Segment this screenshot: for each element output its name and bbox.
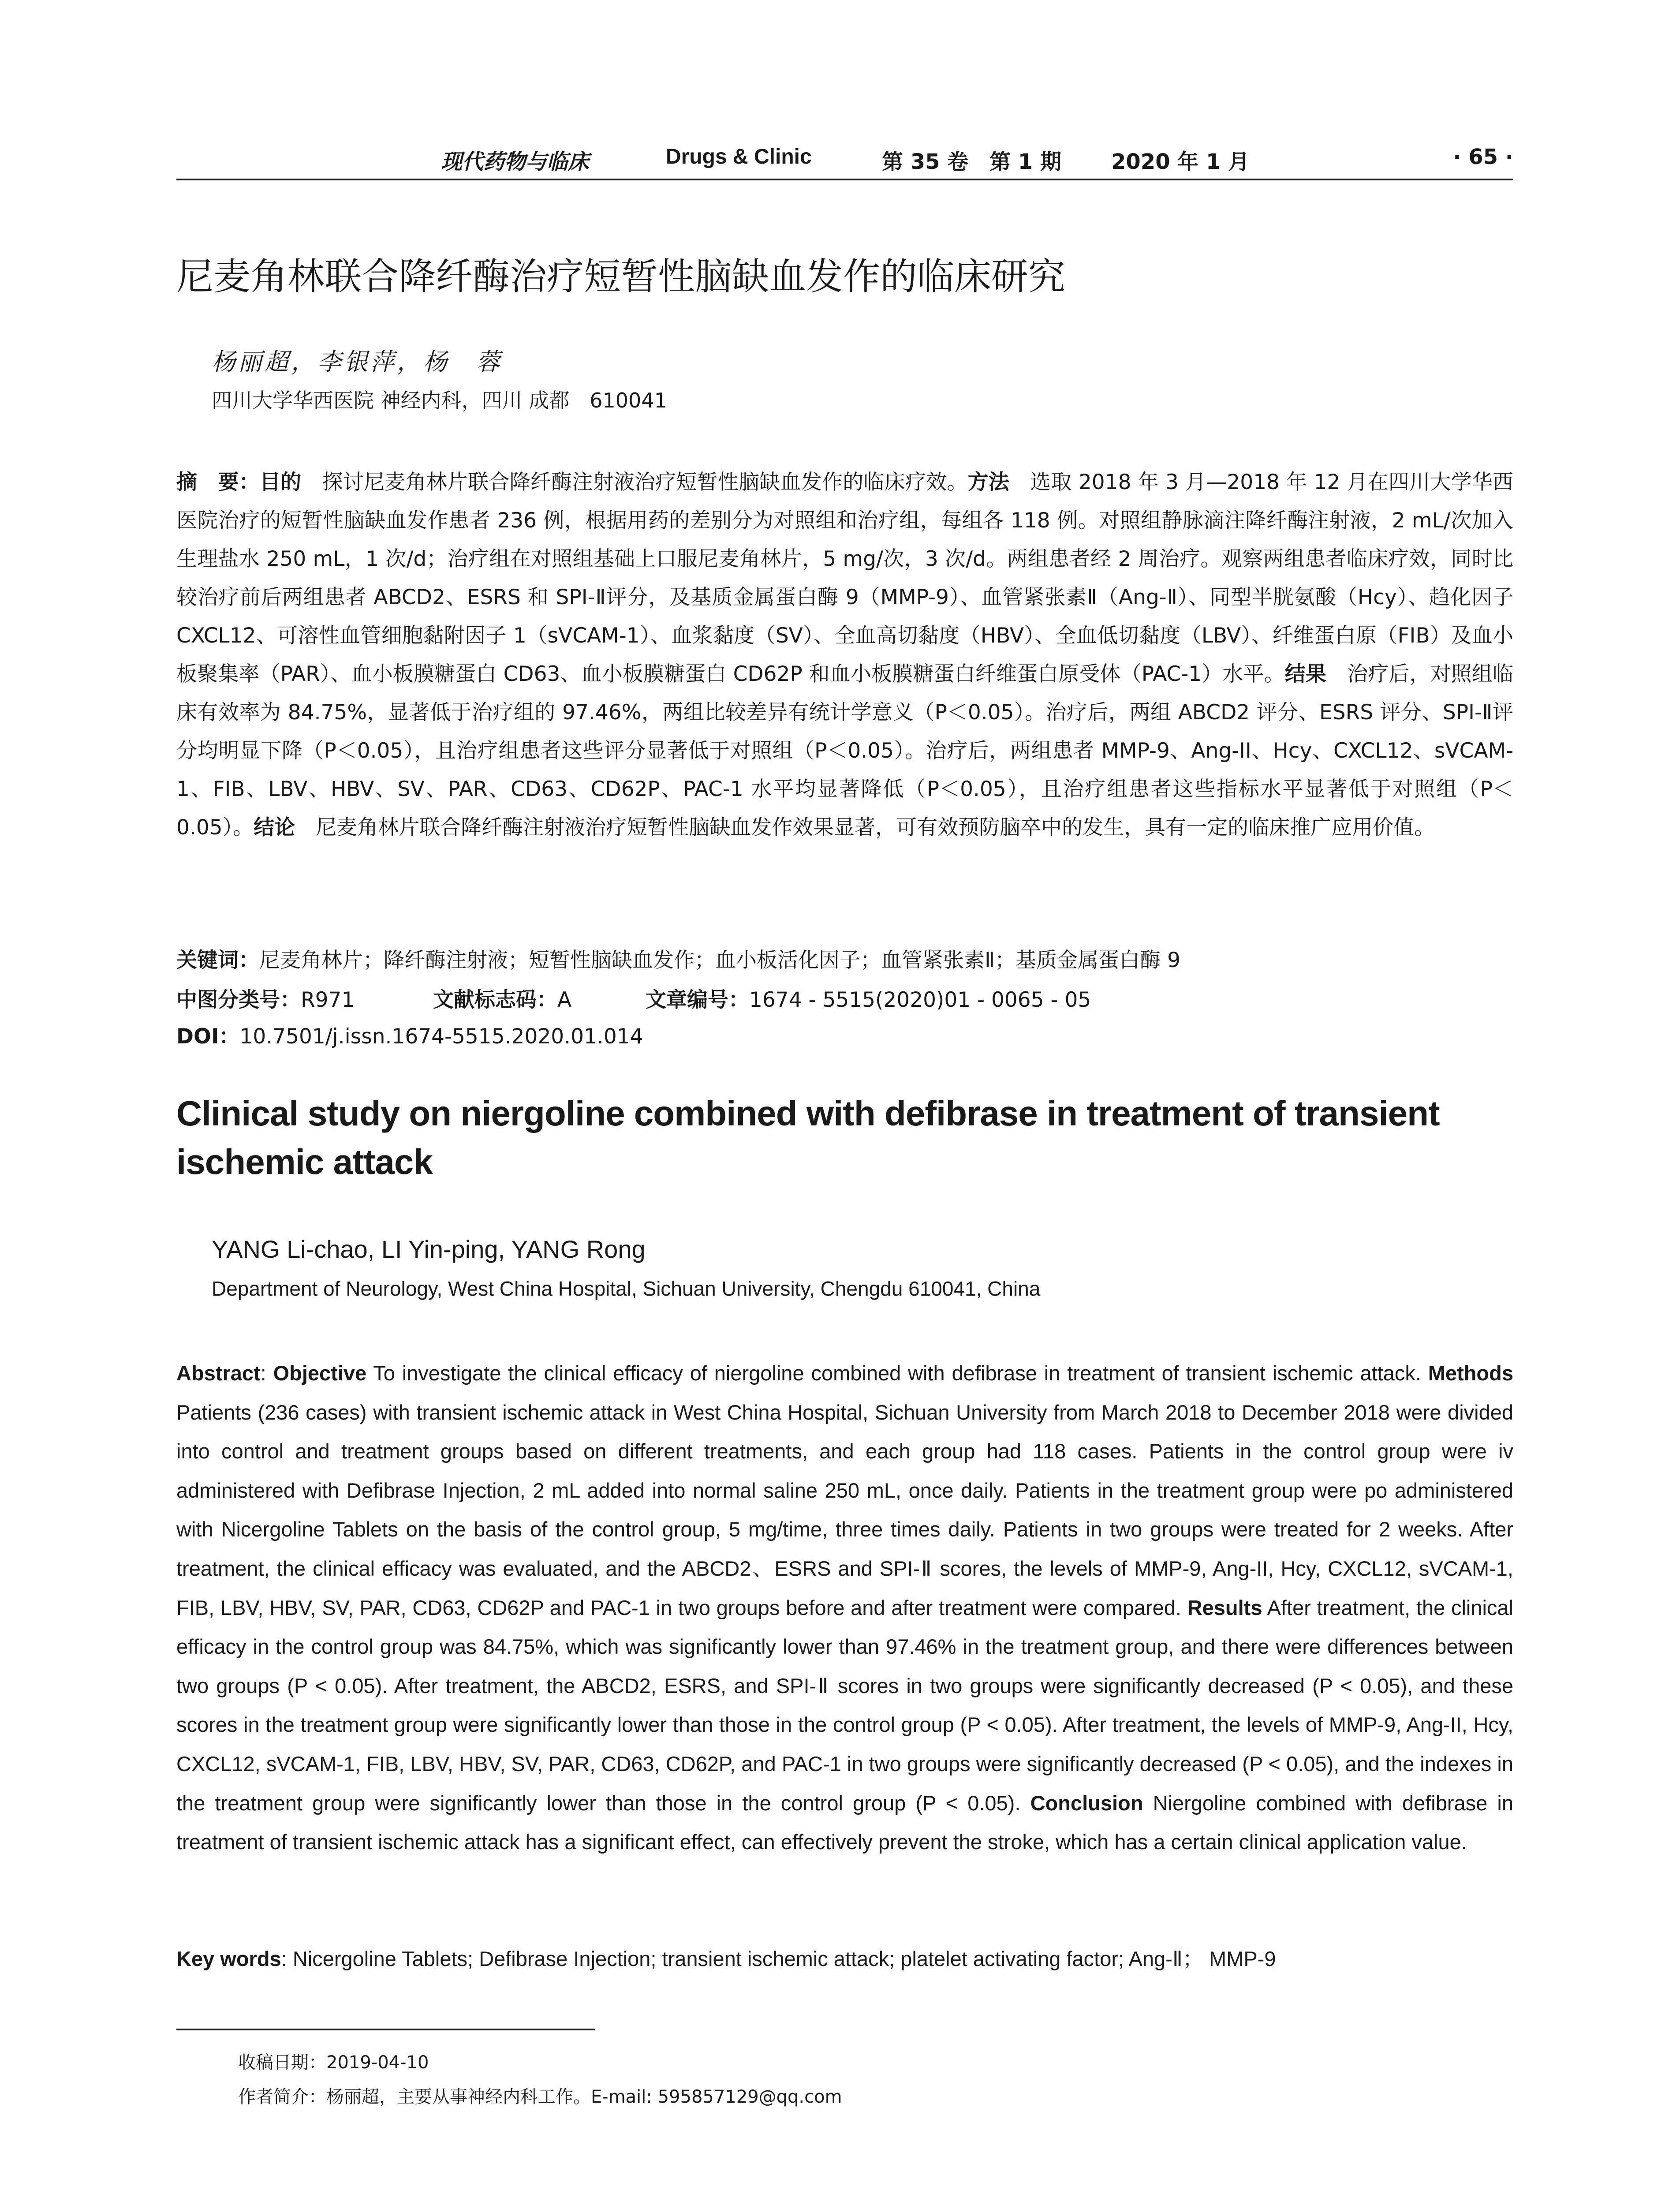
results-en: After treatment, the clinical efficacy in the control group was 84.75%, which was significantly lower than 97.46% in the treatment group, and there were differences between two groups (P < 0.05). After treatment, the ABCD2, ESRS, and SPI-Ⅱ scores in two groups were significantly decreased (P < 0.05), and these scores in the treatment group were significantly lower than those in the control group (P < 0.05). After treatment, the levels of MMP-9, Ang-II, Hcy, CXCL12, sVCAM-1, FIB, LBV, HBV, SV, PAR, CD63, CD62P, and PAC-1 in two groups were significantly decreased (P < 0.05), and the indexes in the treatment group were significantly lower than those in the control group (P < 0.05).: [176, 1596, 1513, 1815]
affiliation-cn: 四川大学华西医院 神经内科，四川 成都 610041: [212, 389, 667, 412]
objective-cn: 探讨尼麦角林片联合降纤酶注射液治疗短暂性脑缺血发作的临床疗效。: [301, 470, 968, 494]
doc-code-value: A: [557, 988, 572, 1012]
page-number: · 65 ·: [1453, 145, 1513, 169]
keywords-en: Key words: Nicergoline Tablets; Defibrase Injection; transient ischemic attack; platelet activating factor; Ang-Ⅱ； MMP-9: [176, 1947, 1276, 1970]
abstract-en: Abstract: Objective To investigate the clinical efficacy of niergoline combined with defibrase in treatment of transient ischemic attack. Methods Patients (236 cases) with transient ischemic attack in West China Hospital, Sichuan University from March 2018 to December 2018 were divided into control and treatment groups based on different treatments, and each group had 118 cases. Patients in the control group were iv administered with Defibrase Injection, 2 mL added into normal saline 250 mL, once daily. Patients in the treatment group were po administered with Nicergoline Tablets on the basis of the control group, 5 mg/time, three times daily. Patients in two groups were treated for 2 weeks. After treatment, the clinical efficacy was evaluated, and the ABCD2、ESRS and SPI-Ⅱ scores, the levels of MMP-9, Ang-II, Hcy, CXCL12, sVCAM-1, FIB, LBV, HBV, SV, PAR, CD63, CD62P and PAC-1 in two groups before and after treatment were compared. Results After treatment, the clinical efficacy in the control group was 84.75%, which was significantly lower than 97.46% in the treatment group, and there were differences between two groups (P < 0.05). After treatment, the ABCD2, ESRS, and SPI-Ⅱ scores in two groups were significantly decreased (P < 0.05), and these scores in the treatment group were significantly lower than those in the control group (P < 0.05). After treatment, the levels of MMP-9, Ang-II, Hcy, CXCL12, sVCAM-1, FIB, LBV, HBV, SV, PAR, CD63, CD62P, and PAC-1 in two groups were significantly decreased (P < 0.05), and the indexes in the treatment group were significantly lower than those in the control group (P < 0.05). Conclusion Niergoline combined with defibrase in treatment of transient ischemic attack has a significant effect, can effectively prevent the stroke, which has a certain clinical application value.: [176, 1361, 1514, 1854]
article-no-value: 1674 - 5515(2020)01 - 0065 - 05: [749, 988, 1091, 1012]
keywords-cn-text: 尼麦角林片；降纤酶注射液；短暂性脑缺血发作；血小板活化因子；血管紧张素Ⅱ；基质金属蛋白酶 9: [259, 948, 1180, 972]
header-rule: [176, 179, 1513, 180]
footnote-rule: [176, 2029, 595, 2030]
clc-value: R971: [301, 988, 355, 1012]
doi-row: [176, 1020, 643, 1050]
classification-row: [176, 983, 1091, 1013]
conclusion-en-label: Conclusion: [1030, 1791, 1143, 1815]
title-cn: 尼麦角林联合降纤酶治疗短暂性脑缺血发作的临床研究: [176, 255, 1066, 298]
footnote-author: 作者简介：杨丽超，主要从事神经内科工作。E-mail: 595857129@qq.com: [238, 2087, 842, 2107]
volume-issue: 第 35 卷 第 1 期: [882, 149, 1062, 174]
keywords-en-label: Key words: [176, 1947, 281, 1970]
affiliation-en: Department of Neurology, West China Hospital, Sichuan University, Chengdu 610041, China: [212, 1277, 1041, 1300]
objective-en-label: Objective: [273, 1361, 367, 1385]
footnote-received: 收稿日期：2019-04-10: [238, 2052, 429, 2073]
doc-code-label: 文献标志码：: [433, 988, 557, 1012]
authors-en: YANG Li-chao, LI Yin-ping, YANG Rong: [212, 1235, 646, 1263]
journal-name-cn: 现代药物与临床: [441, 149, 590, 174]
title-en: Clinical study on niergoline combined with defibrase in treatment of transient ischemic attack: [176, 1094, 1440, 1181]
keywords-en-text: Nicergoline Tablets; Defibrase Injection; transient ischemic attack; platelet activating factor; Ang-Ⅱ； MMP-9: [292, 1947, 1276, 1970]
abstract-en-label: Abstract: [176, 1361, 261, 1385]
clc-label: 中图分类号：: [176, 988, 301, 1012]
methods-cn-label: 方法: [967, 470, 1010, 494]
conclusion-cn: 尼麦角林片联合降纤酶注射液治疗短暂性脑缺血发作效果显著，可有效预防脑卒中的发生，具有一定的临床推广应用价值。: [295, 815, 1435, 840]
journal-name-en: Drugs & Clinic: [666, 145, 812, 168]
results-cn: 治疗后，对照组临床有效率为 84.75%，显著低于治疗组的 97.46%，两组比较差异有统计学意义（P＜0.05）。治疗后，两组 ABCD2 评分、ESRS 评分、SPI-Ⅱ评分均明显下降（P＜0.05），且治疗组患者这些评分显著低于对照组（P＜0.05）。治疗后，两组患者 MMP-9、Ang-II、Hcy、CXCL12、sVCAM-1、FIB、LBV、HBV、SV、PAR、CD63、CD62P、PAC-1 水平均显著降低（P＜0.05），且治疗组患者这些指标水平显著低于对照组（P＜0.05）。: [176, 662, 1513, 840]
conclusion-en: Niergoline combined with defibrase in treatment of transient ischemic attack has a significant effect, can effectively prevent the stroke, which has a certain clinical application value.: [176, 1791, 1514, 1854]
methods-cn: 选取 2018 年 3 月—2018 年 12 月在四川大学华西医院治疗的短暂性脑缺血发作患者 236 例，根据用药的差别分为对照组和治疗组，每组各 118 例。对照组静脉滴注降纤酶注射液，2 mL/次加入生理盐水 250 mL，1 次/d；治疗组在对照组基础上口服尼麦角林片，5 mg/次，3 次/d。两组患者经 2 周治疗。观察两组患者临床疗效，同时比较治疗前后两组患者 ABCD2、ESRS 和 SPI-Ⅱ评分，及基质金属蛋白酶 9（MMP-9）、血管紧张素Ⅱ（Ang-Ⅱ）、同型半胱氨酸（Hcy）、趋化因子 CXCL12、可溶性血管细胞黏附因子 1（sVCAM-1）、血浆黏度（SV）、全血高切黏度（HBV）、全血低切黏度（LBV）、纤维蛋白原（FIB）及血小板聚集率（PAR）、血小板膜糖蛋白 CD63、血小板膜糖蛋白 CD62P 和血小板膜糖蛋白纤维蛋白原受体（PAC-1）水平。: [176, 470, 1514, 686]
keywords-cn-label: 关键词：: [176, 948, 259, 972]
methods-en: Patients (236 cases) with transient ischemic attack in West China Hospital, Sichuan University from March 2018 to December 2018 were divided into control and treatment groups based on different treatments, and each group had 118 cases. Patients in the control group were iv administered with Defibrase Injection, 2 mL added into normal saline 250 mL, once daily. Patients in the treatment group were po administered with Nicergoline Tablets on the basis of the control group, 5 mg/time, three times daily. Patients in two groups were treated for 2 weeks. After treatment, the clinical efficacy was evaluated, and the ABCD2、ESRS and SPI-Ⅱ scores, the levels of MMP-9, Ang-II, Hcy, CXCL12, sVCAM-1, FIB, LBV, HBV, SV, PAR, CD63, CD62P and PAC-1 in two groups before and after treatment were compared.: [176, 1400, 1513, 1619]
doi-value: 10.7501/j.issn.1674-5515.2020.01.014: [239, 1024, 643, 1049]
conclusion-cn-label: 结论: [254, 815, 295, 840]
results-cn-label: 结果: [1284, 662, 1326, 686]
abstract-cn: [176, 463, 1513, 847]
abstract-cn-label: 摘 要：: [176, 470, 260, 494]
methods-en-label: Methods: [1428, 1361, 1513, 1385]
results-en-label: Results: [1187, 1596, 1262, 1619]
article-no-label: 文章编号：: [646, 988, 749, 1012]
doi-label: DOI：: [176, 1024, 240, 1049]
keywords-cn: [176, 944, 1180, 973]
authors-cn: 杨丽超，李银萍，杨 蓉: [212, 348, 503, 376]
objective-cn-label: 目的: [259, 470, 302, 494]
issue-date: 2020 年 1 月: [1111, 149, 1250, 174]
objective-en: To investigate the clinical efficacy of niergoline combined with defibrase in treatment of transient ischemic attack.: [366, 1361, 1421, 1385]
running-header: [176, 141, 1513, 176]
